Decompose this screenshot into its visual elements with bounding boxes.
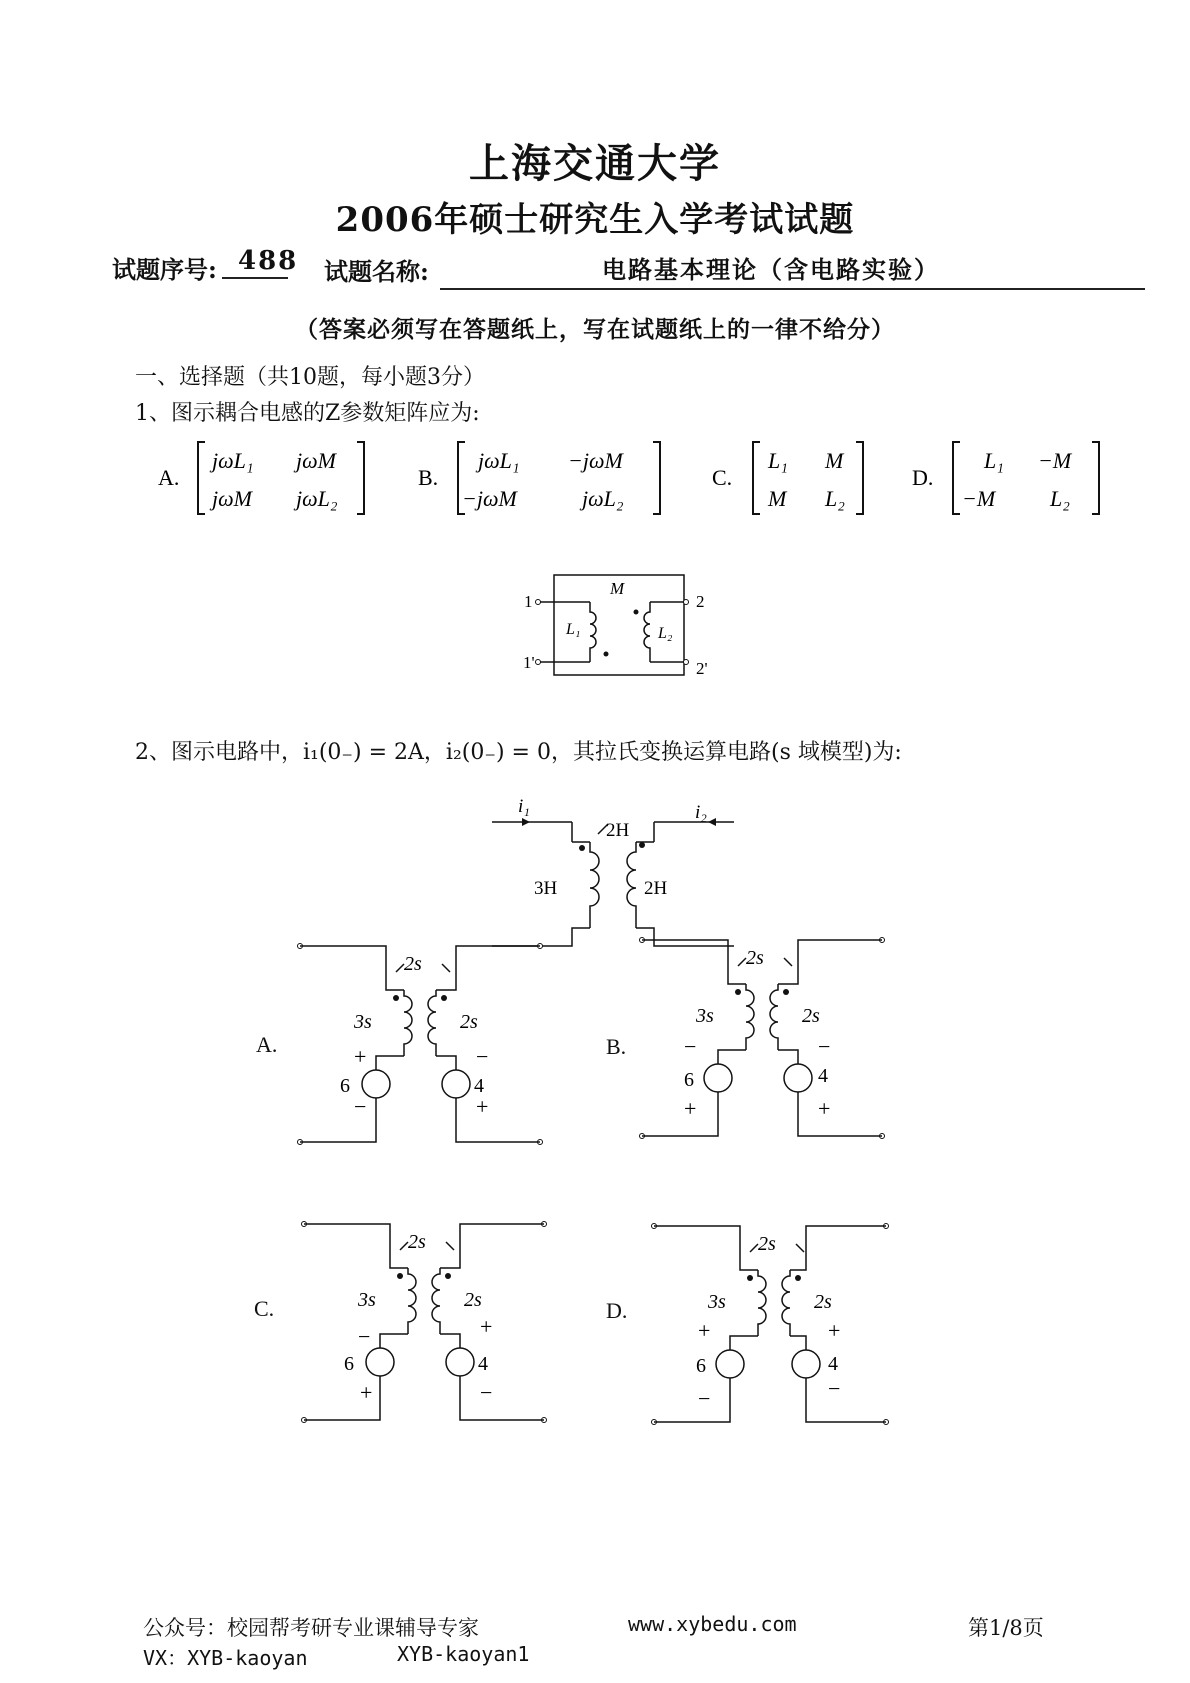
q2-option-b-circuit [638,934,898,1154]
b-v1: 6 [684,1069,694,1091]
a-v2: 4 [474,1075,484,1097]
d-s1-top: + [698,1318,711,1343]
c-s1-top: − [358,1324,371,1349]
a-s2-bot: + [476,1094,489,1119]
university-title: 上海交通大学 [469,140,721,187]
q2-option-d-label: D. [606,1298,628,1323]
q2-l2-label: 2H [644,878,668,899]
q2-option-d-circuit [650,1220,910,1440]
a-l2: 2s [460,1011,478,1033]
q1-c-m22: L₂ [825,486,845,511]
q1-option-b-label: B. [418,465,439,490]
q1-d-m12: −M [1038,448,1072,473]
q1-a-m22: jωL₂ [296,486,338,511]
q1-d-m21: −M [962,486,996,511]
a-s1-top: + [354,1044,367,1069]
c-v1: 6 [344,1353,354,1375]
q1-c-m11: L₁ [768,448,788,473]
c-s1-bot: + [360,1380,373,1405]
a-l1: 3s [354,1011,372,1033]
d-s1-bot: − [698,1386,711,1411]
b-s2-top: − [818,1034,831,1059]
b-l2: 2s [802,1005,820,1027]
section-title: 一、选择题（共10题，每小题3分） [135,365,485,390]
a-s2-top: − [476,1044,489,1069]
q1-option-d [912,442,1099,514]
q1-a-m11: jωL₁ [212,448,254,473]
q1-option-c [712,442,863,514]
q1-option-a [158,442,364,514]
q1-b-m12: −jωM [568,448,623,473]
footer-public-account: 公众号：校园帮考研专业课辅导专家 [143,1616,479,1640]
q2-option-c-circuit [300,1218,560,1438]
subject-underline [440,288,1145,290]
q2-option-b-label: B. [606,1034,627,1059]
q1-c-m21: M [768,486,787,511]
q1-d-m11: L₁ [984,448,1004,473]
q2-option-a-circuit [296,940,556,1160]
c-l2: 2s [464,1289,482,1311]
subject-name-value: 电路基本理论（含电路实验） [602,255,940,284]
subject-name-label: 试题名称: [324,257,429,286]
q1-option-a-label: A. [158,465,180,490]
q1-b-m22: jωL₂ [582,486,624,511]
c-s2-top: + [480,1314,493,1339]
question-2-text: 2、图示电路中，i₁(0₋) = 2A，i₂(0₋) = 0，其拉氏变换运算电路(s 域模型)为: [135,740,902,765]
q1-b-m21: −jωM [462,486,517,511]
q2-mutual-label: 2H [606,820,630,841]
b-l1: 3s [696,1005,714,1027]
footer-url[interactable]: www.xybedu.com [628,1612,797,1636]
a-s1-bot: − [354,1094,367,1119]
q1-option-b [418,442,660,514]
footer-page-number: 第1/8页 [968,1616,1044,1640]
q1-c-m12: M [825,448,844,473]
q1-option-c-label: C. [712,465,733,490]
exam-title: 2006年硕士研究生入学考试试题 [335,200,855,240]
b-mutual: 2s [746,947,764,969]
d-s2-bot: − [828,1376,841,1401]
d-mutual: 2s [758,1233,776,1255]
a-v1: 6 [340,1075,350,1097]
d-v2: 4 [828,1353,838,1375]
d-v1: 6 [696,1355,706,1377]
question-1-text: 1、图示耦合电感的Z参数矩阵应为: [135,401,480,426]
q1-terminal-2p: 2' [696,659,708,678]
q1-terminal-1: 1 [524,592,533,611]
d-l2: 2s [814,1291,832,1313]
question-1-options [0,430,1190,540]
q2-option-c-label: C. [254,1296,275,1321]
c-v2: 4 [478,1353,488,1375]
c-mutual: 2s [408,1231,426,1253]
footer-vx: VX：XYB-kaoyan [143,1646,308,1670]
d-s2-top: + [828,1318,841,1343]
d-l1: 3s [708,1291,726,1313]
q1-mutual-label: M [610,579,625,598]
serial-number: 488 [238,246,299,276]
b-v2: 4 [818,1065,828,1087]
a-mutual: 2s [404,953,422,975]
b-s1-top: − [684,1034,697,1059]
q1-coupled-inductor-figure [510,570,710,690]
q1-option-d-label: D. [912,465,934,490]
footer-vx-2: XYB-kaoyan1 [397,1642,530,1666]
c-s2-bot: − [480,1380,493,1405]
q1-a-m12: jωM [296,448,336,473]
serial-label: 试题序号: [112,255,217,284]
q2-i1-label: i₁ [518,796,530,817]
q1-l2-label: L₂ [658,625,673,642]
q1-d-m22: L₂ [1050,486,1070,511]
serial-underline [222,277,288,279]
answer-notice: （答案必须写在答题纸上，写在试题纸上的一律不给分） [295,316,895,343]
q1-l1-label: L₁ [566,621,581,638]
q1-b-m11: jωL₁ [478,448,520,473]
b-s2-bot: + [818,1096,831,1121]
q2-i2-label: i₂ [695,802,707,823]
b-s1-bot: + [684,1096,697,1121]
c-l1: 3s [358,1289,376,1311]
q2-l1-label: 3H [534,878,558,899]
q1-a-m21: jωM [212,486,252,511]
q2-option-a-label: A. [256,1032,278,1057]
q1-terminal-2: 2 [696,592,705,611]
q1-terminal-1p: 1' [523,653,535,672]
